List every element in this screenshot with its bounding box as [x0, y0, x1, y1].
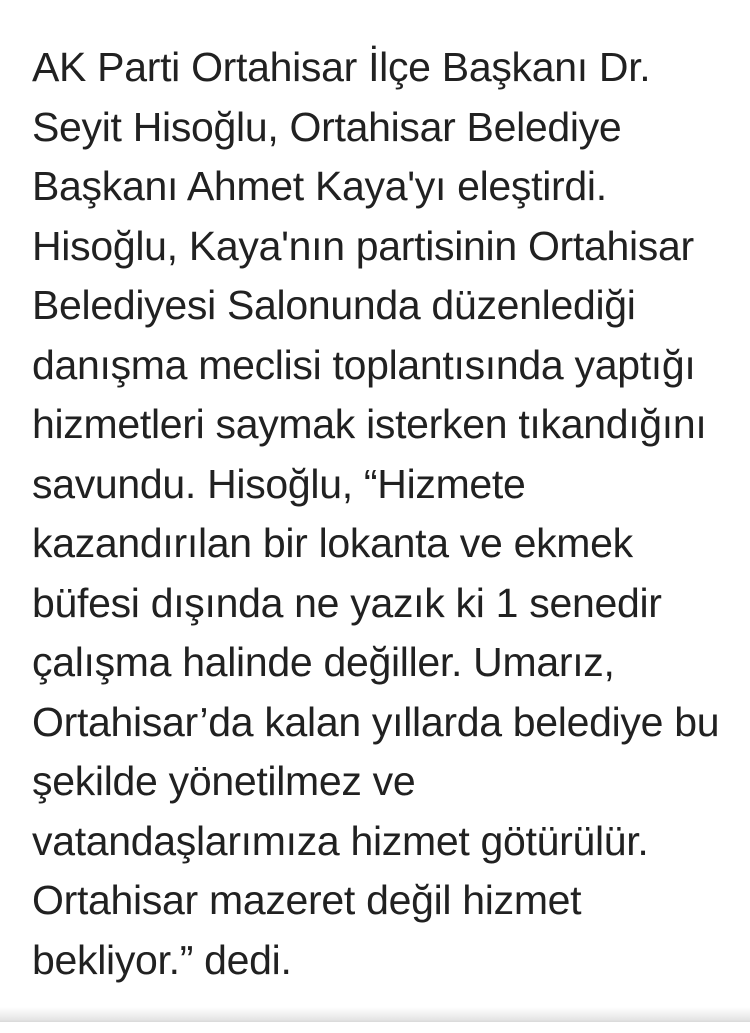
article-line: hizmetleri saymak isterken tıkandığını [32, 401, 707, 447]
article-line: şekilde yönetilmez ve [32, 758, 416, 804]
article-line: Başkanı Ahmet Kaya'yı eleştirdi. [32, 163, 607, 209]
article-line: savundu. Hisoğlu, “Hizmete [32, 460, 526, 507]
article-line: AK Parti Ortahisar İlçe Başkanı Dr. [32, 44, 651, 90]
article-line: bekliyor.” dedi. [32, 936, 292, 983]
article-line: Belediyesi Salonunda düzenlediği [32, 282, 636, 328]
article-line: çalışma halinde değiller. Umarız, [32, 639, 615, 685]
article-text-block [32, 38, 732, 990]
article-line: Hisoğlu, Kaya'nın partisinin Ortahisar [32, 222, 694, 269]
article-line: Ortahisar mazeret değil hizmet [32, 877, 582, 923]
article-line: kazandırılan bir lokanta ve ekmek [32, 520, 633, 566]
bottom-edge-shadow [0, 1007, 750, 1022]
article-line: büfesi dışında ne yazık ki 1 senedir [32, 579, 662, 626]
article-line: danışma meclisi toplantısında yaptığı [32, 341, 696, 388]
article-line: Seyit Hisoğlu, Ortahisar Belediye [32, 103, 622, 150]
article-line: Ortahisar’da kalan yıllarda belediye bu [32, 698, 720, 745]
article-line: vatandaşlarımıza hizmet götürülür. [32, 817, 649, 864]
